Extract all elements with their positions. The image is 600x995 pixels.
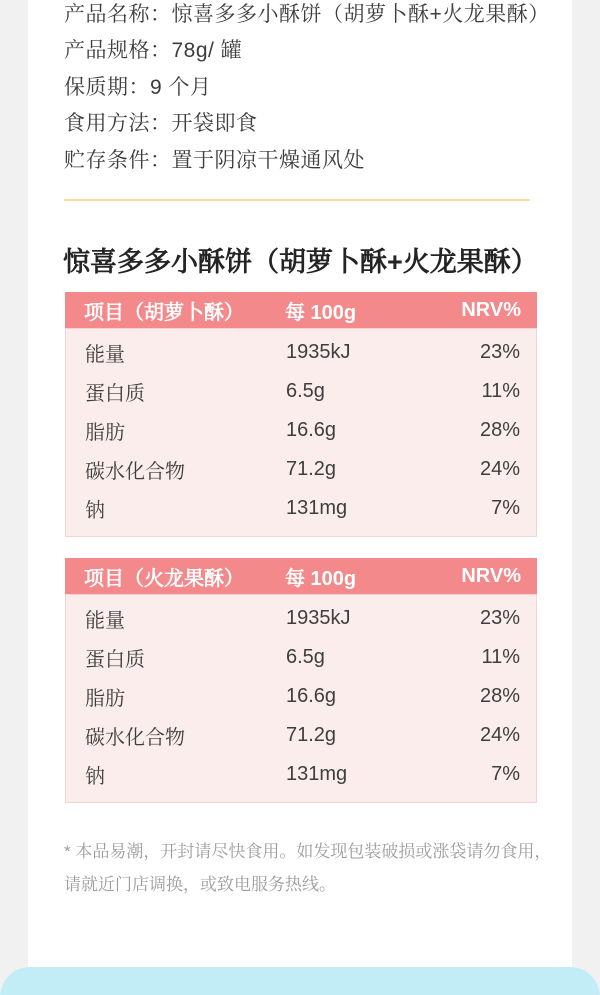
nutrient-nrv: 7% — [491, 497, 520, 519]
nutrient-value: 131mg — [286, 763, 348, 785]
shelf-life-line: 保质期：9 个月 — [64, 75, 212, 99]
nutrient-nrv: 23% — [479, 341, 520, 363]
nutrient-value: 71.2g — [286, 724, 337, 746]
table-header-row — [65, 292, 537, 328]
nutrient-nrv: 28% — [479, 419, 520, 441]
product-info-list — [64, 0, 564, 179]
table-row — [66, 716, 536, 755]
footnote-line-2: 请就近门店调换，或致电服务热线。 — [64, 875, 336, 894]
nutrient-nrv: 24% — [479, 724, 520, 746]
nutrient-name: 碳水化合物 — [85, 727, 185, 749]
header-per100g-label: 每 100g — [285, 301, 357, 324]
table-header-row — [65, 558, 537, 594]
nutrient-nrv: 28% — [479, 685, 520, 707]
table-row — [66, 755, 536, 794]
table-row — [66, 372, 536, 411]
nutrient-nrv: 11% — [481, 646, 520, 668]
nutrient-name: 钠 — [85, 766, 105, 788]
nutrition-table-dragonfruit — [65, 558, 537, 803]
table-row — [66, 450, 536, 489]
nutrient-value: 16.6g — [286, 685, 337, 707]
next-section-top-bar — [0, 967, 600, 995]
nutrient-nrv: 11% — [481, 380, 520, 402]
nutrient-name: 脂肪 — [85, 688, 125, 710]
nutrient-name: 脂肪 — [85, 422, 125, 444]
product-spec-line: 产品规格：78g/ 罐 — [64, 39, 243, 63]
nutrient-name: 碳水化合物 — [85, 461, 185, 483]
table-row — [66, 411, 536, 450]
nutrient-name: 蛋白质 — [85, 649, 145, 671]
content-card — [28, 0, 572, 995]
nutrient-value: 6.5g — [286, 646, 325, 668]
header-nrv-label: NRV% — [461, 564, 521, 587]
nutrient-value: 1935kJ — [286, 341, 351, 363]
usage-method-line: 食用方法：开袋即食 — [64, 112, 258, 136]
table-row — [66, 677, 536, 716]
product-name-line: 产品名称：惊喜多多小酥饼（胡萝卜酥+火龙果酥） — [64, 3, 550, 26]
footnote — [64, 835, 556, 901]
nutrient-nrv: 24% — [479, 458, 520, 480]
header-nrv-label: NRV% — [461, 298, 521, 321]
footnote-line-1: * 本品易潮，开封请尽快食用。如发现包装破损或涨袋请勿食用， — [64, 842, 552, 861]
nutrient-name: 蛋白质 — [85, 383, 145, 405]
header-item-label: 项目（火龙果酥） — [84, 567, 244, 590]
nutrient-value: 71.2g — [286, 458, 337, 480]
header-item-label: 项目（胡萝卜酥） — [84, 301, 244, 324]
nutrient-name: 能量 — [85, 344, 125, 366]
table-body — [65, 328, 537, 537]
storage-condition-line: 贮存条件：置于阴凉干燥通风处 — [64, 148, 365, 172]
nutrient-nrv: 23% — [479, 607, 520, 629]
nutrient-nrv: 7% — [491, 763, 520, 785]
header-per100g-label: 每 100g — [285, 567, 357, 590]
table-row — [66, 333, 536, 372]
table-body — [65, 594, 537, 803]
nutrient-value: 1935kJ — [286, 607, 351, 629]
table-row — [66, 638, 536, 677]
nutrient-name: 能量 — [85, 610, 125, 632]
nutrition-section-title: 惊喜多多小酥饼（胡萝卜酥+火龙果酥） — [63, 247, 538, 277]
section-divider — [64, 199, 530, 201]
nutrient-value: 6.5g — [286, 380, 325, 402]
table-row — [66, 599, 536, 638]
table-row — [66, 489, 536, 528]
nutrient-value: 16.6g — [286, 419, 337, 441]
nutrition-table-carrot — [65, 292, 537, 537]
nutrient-value: 131mg — [286, 497, 348, 519]
nutrient-name: 钠 — [85, 500, 105, 522]
